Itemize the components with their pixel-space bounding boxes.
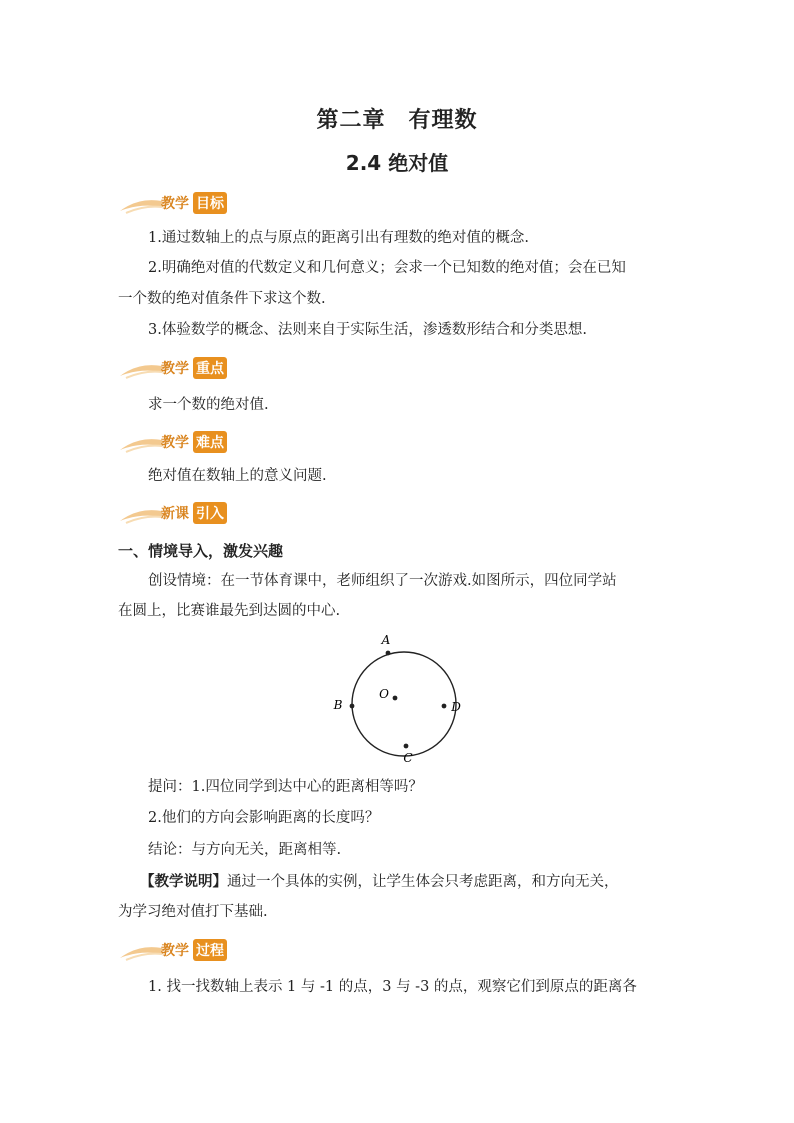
label-c: C: [403, 751, 413, 765]
conclusion: 结论：与方向无关，距离相等.: [148, 842, 342, 858]
point-a: [386, 651, 391, 656]
point-b: [350, 704, 355, 709]
circle-outline: [352, 652, 456, 756]
objective-2: 2.明确绝对值的代数定义和几何意义；会求一个已知数的绝对值；会在已知: [148, 260, 626, 276]
intro-heading: 一、情境导入，激发兴趣: [118, 542, 284, 560]
badge-objectives-part1: 教学: [161, 196, 189, 212]
circle-figure: [320, 628, 480, 768]
scenario-line-1: 创设情境：在一节体育课中，老师组织了一次游戏.如图所示，四位同学站: [148, 573, 617, 589]
badge-difficulties-part2: 难点: [193, 431, 227, 453]
badge-introduction-part1: 新课: [161, 506, 189, 522]
scenario-line-2: 在圆上，比赛谁最先到达圆的中心.: [118, 603, 341, 619]
section-title: 2.4 绝对值: [345, 151, 449, 175]
label-a: A: [381, 633, 391, 647]
objective-3: 3.体验数学的概念、法则来自于实际生活，渗透数形结合和分类思想.: [148, 322, 587, 338]
label-d: D: [451, 700, 461, 714]
point-c: [404, 744, 409, 749]
badge-introduction-part2: 引入: [193, 502, 227, 524]
badge-key-points-part1: 教学: [161, 361, 189, 377]
badge-objectives: [118, 187, 258, 217]
objective-2-cont: 一个数的绝对值条件下求这个数.: [118, 291, 326, 307]
label-o: O: [379, 687, 389, 701]
objective-1: 1.通过数轴上的点与原点的距离引出有理数的绝对值的概念.: [148, 230, 529, 246]
question-2: 2.他们的方向会影响距离的长度吗？: [148, 810, 380, 826]
difficulty-text: 绝对值在数轴上的意义问题.: [148, 468, 327, 484]
teaching-note-label: 【教学说明】: [140, 873, 227, 890]
badge-introduction: [118, 497, 258, 527]
badge-process-part1: 教学: [161, 943, 189, 959]
badge-difficulties: [118, 426, 258, 456]
teaching-note-line-1: 通过一个具体的实例，让学生体会只考虑距离，和方向无关，: [227, 874, 619, 890]
chapter-title: 第二章 有理数: [316, 108, 478, 133]
teaching-note: [140, 872, 619, 892]
key-point-text: 求一个数的绝对值.: [148, 397, 269, 413]
badge-objectives-part2: 目标: [193, 192, 227, 214]
badge-key-points: [118, 352, 258, 382]
badge-process-part2: 过程: [193, 939, 227, 961]
point-d: [442, 704, 447, 709]
teaching-note-line-2: 为学习绝对值打下基础.: [118, 904, 268, 920]
badge-difficulties-part1: 教学: [161, 435, 189, 451]
badge-process: [118, 934, 258, 964]
question-1: 提问：1.四位同学到达中心的距离相等吗？: [148, 779, 423, 795]
label-b: B: [333, 698, 343, 712]
process-line-1: 1. 找一找数轴上表示 1 与 -1 的点，3 与 -3 的点，观察它们到原点的距离各: [148, 979, 637, 995]
badge-key-points-part2: 重点: [193, 357, 227, 379]
point-o: [393, 696, 398, 701]
